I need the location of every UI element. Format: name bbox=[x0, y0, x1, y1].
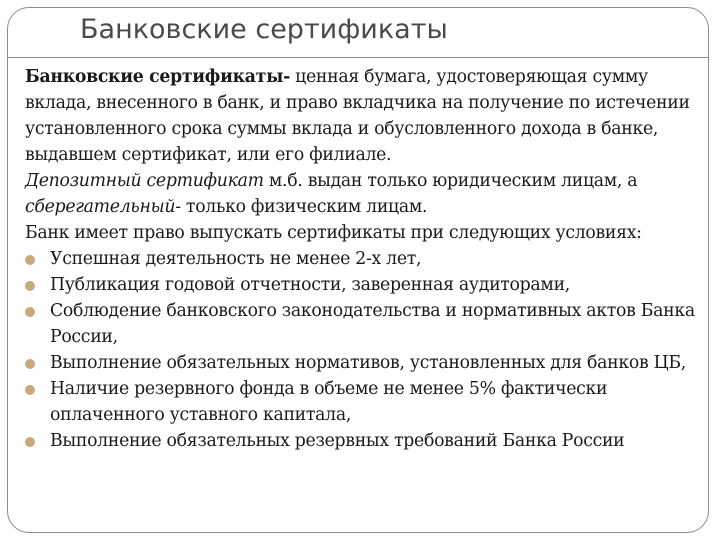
bullet-icon bbox=[25, 437, 35, 447]
bullet-icon bbox=[25, 255, 35, 265]
deposit-text: м.б. выдан только юридическим лицам, а bbox=[263, 171, 638, 191]
condition-text: Успешная деятельность не менее 2-х лет, bbox=[50, 249, 422, 269]
savings-term: сберегательный bbox=[25, 197, 176, 217]
list-item bbox=[25, 298, 715, 350]
list-item bbox=[25, 376, 715, 428]
condition-text: Выполнение обязательных резервных требований Банка России bbox=[50, 431, 625, 451]
list-item bbox=[25, 428, 715, 454]
list-item bbox=[25, 350, 715, 376]
condition-text: Наличие резервного фонда в объеме не менее 5% фактически оплаченного уставного капитала, bbox=[50, 379, 608, 425]
condition-text: Соблюдение банковского законодательства и нормативных актов Банка России, bbox=[50, 301, 695, 347]
bullet-icon bbox=[25, 359, 35, 369]
conditions-intro: Банк имеет право выпускать сертификаты при следующих условиях: bbox=[25, 223, 642, 243]
slide-title: Банковские сертификаты bbox=[80, 14, 448, 45]
types-paragraph bbox=[25, 168, 715, 220]
bullet-icon bbox=[25, 281, 35, 291]
title-divider bbox=[7, 57, 709, 58]
savings-text: - только физическим лицам. bbox=[175, 197, 428, 217]
condition-text: Публикация годовой отчетности, заверенная аудиторами, bbox=[50, 275, 570, 295]
definition-text: ценная бумага, удостоверяющая сумму вклада, внесенного в банк, и право вкладчика на получение по истечении установленного срока суммы вклада и обусловленного дохода в банке, выдавшем сертификат, или его филиале. bbox=[25, 67, 690, 165]
list-item bbox=[25, 272, 715, 298]
conditions-list bbox=[25, 246, 715, 454]
definition-paragraph bbox=[25, 64, 715, 168]
list-item bbox=[25, 246, 715, 272]
bullet-icon bbox=[25, 385, 35, 395]
bullet-icon bbox=[25, 307, 35, 317]
definition-term: Банковские сертификаты- bbox=[25, 67, 290, 87]
deposit-term: Депозитный сертификат bbox=[25, 171, 264, 191]
slide-content bbox=[25, 64, 715, 454]
condition-text: Выполнение обязательных нормативов, установленных для банков ЦБ, bbox=[50, 353, 686, 373]
